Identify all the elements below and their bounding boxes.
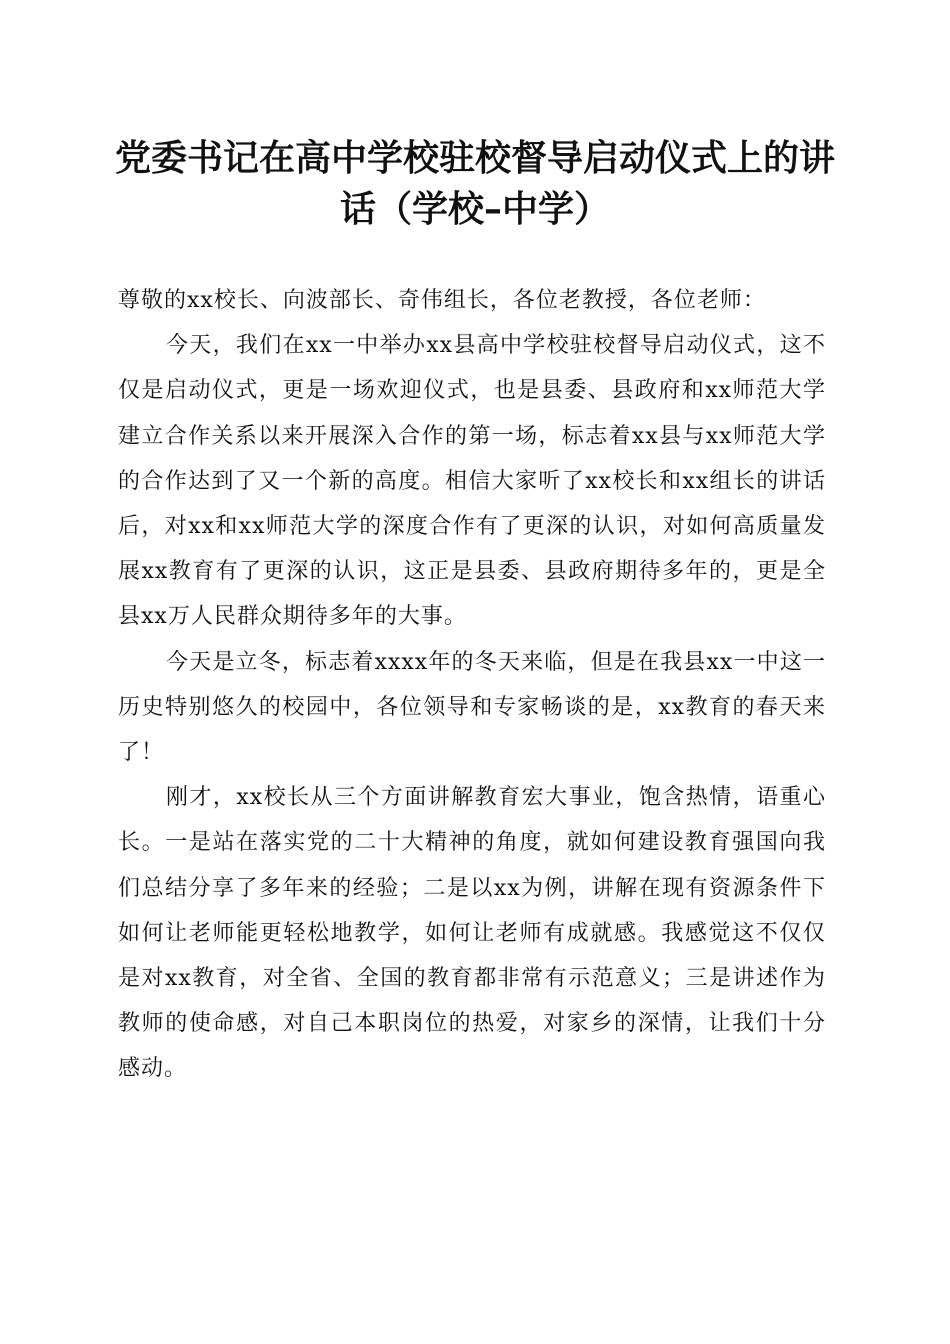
document-title: 党委书记在高中学校驻校督导启动仪式上的讲话（学校–中学）: [114, 137, 835, 230]
salutation: 尊敬的xx校长、向波部长、奇伟组长，各位老教授，各位老师：: [118, 288, 766, 313]
paragraph: 今天是立冬，标志着xxxx年的冬天来临，但是在我县xx一中这一历史特别悠久的校园中，各位领导和专家畅谈的是，xx教育的春天来了！: [118, 649, 826, 766]
document-body: [118, 278, 826, 1092]
paragraph: 今天，我们在xx一中举办xx县高中学校驻校督导启动仪式，这不仅是启动仪式，更是一场欢迎仪式，也是县委、县政府和xx师范大学建立合作关系以来开展深入合作的第一场，标志着xx县与xx师范大学的合作达到了又一个新的高度。相信大家听了xx校长和xx组长的讲话后，对xx和xx师范大学的深度合作有了更深的认识，对如何高质量发展xx教育有了更深的认识，这正是县委、县政府期待多年的，更是全县xx万人民群众期待多年的大事。: [118, 333, 826, 630]
paragraph: 刚才，xx校长从三个方面讲解教育宏大事业，饱含热情，语重心长。一是站在落实党的二十大精神的角度，就如何建设教育强国向我们总结分享了多年来的经验；二是以xx为例，讲解在现有资源条件下如何让老师能更轻松地教学，如何让老师有成就感。我感觉这不仅仅是对xx教育，对全省、全国的教育都非常有示范意义；三是讲述作为教师的使命感，对自己本职岗位的热爱，对家乡的深情，让我们十分感动。: [118, 785, 826, 1082]
